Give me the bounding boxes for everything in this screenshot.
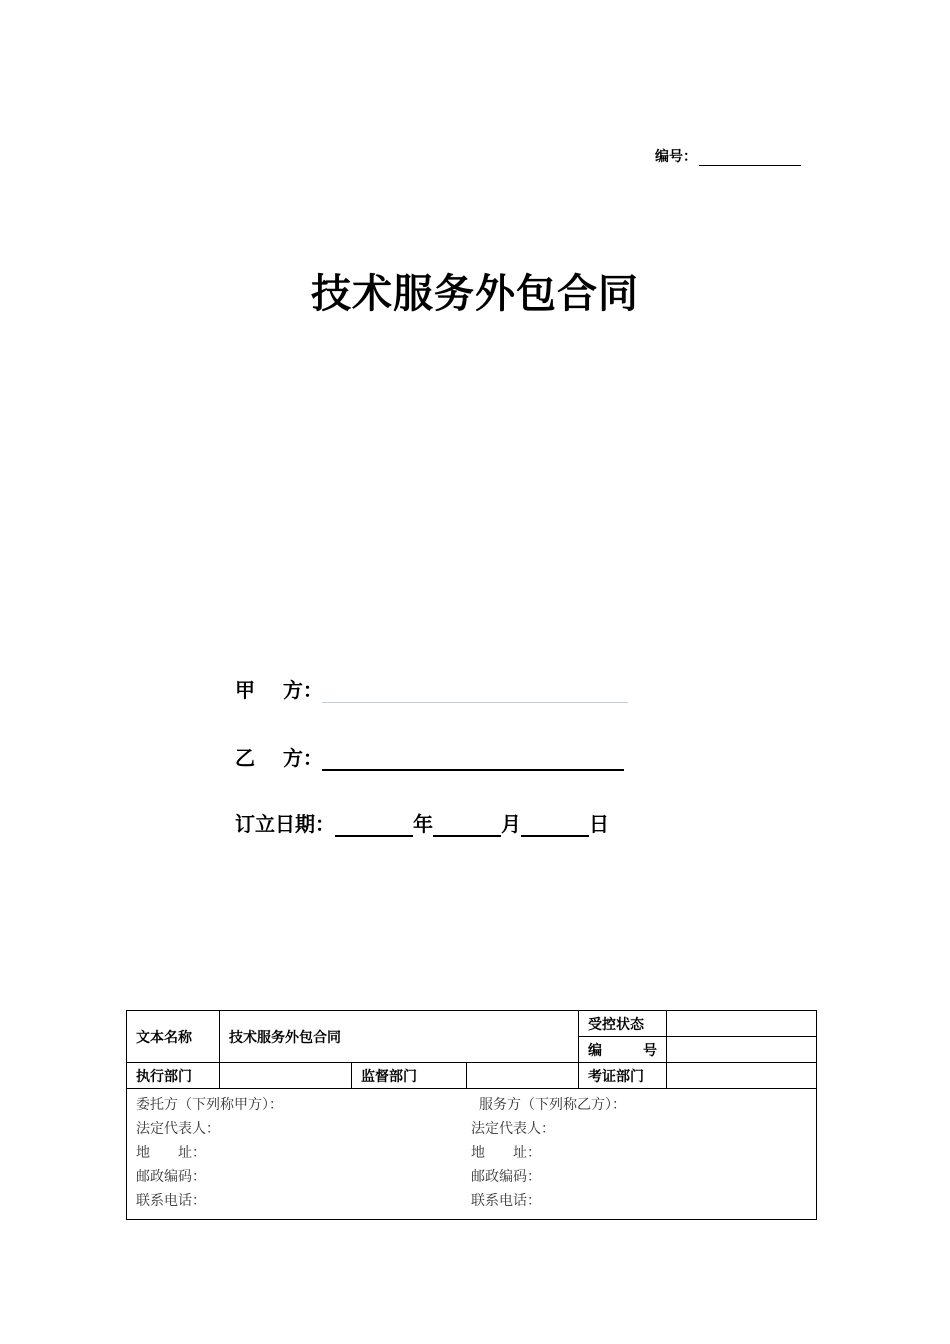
day-label: 日 xyxy=(589,812,609,836)
supervise-dept-value[interactable] xyxy=(467,1063,579,1089)
serial-number-blank xyxy=(699,150,801,166)
serial-number-line xyxy=(655,146,801,166)
party-a-label: 甲 方： xyxy=(235,678,323,702)
provider-legal-rep: 法定代表人： xyxy=(471,1121,555,1137)
controlled-status-label: 受控状态 xyxy=(579,1011,667,1037)
party-a-line xyxy=(235,674,628,703)
signing-date-label: 订立日期： xyxy=(235,812,335,836)
signing-date-line xyxy=(235,808,609,837)
client-party-title: 委托方（下列称甲方）： xyxy=(136,1097,283,1113)
client-party-column xyxy=(136,1093,471,1213)
client-legal-rep: 法定代表人： xyxy=(136,1121,220,1137)
year-field[interactable] xyxy=(335,814,413,837)
day-field[interactable] xyxy=(521,814,589,837)
provider-party-column xyxy=(471,1093,806,1213)
party-b-line xyxy=(235,742,624,771)
number-value[interactable] xyxy=(667,1037,817,1063)
document-title: 技术服务外包合同 xyxy=(311,271,639,317)
provider-party-title: 服务方（下列称乙方）： xyxy=(479,1097,626,1113)
year-label: 年 xyxy=(413,812,433,836)
client-postcode: 邮政编码： xyxy=(136,1169,206,1185)
party-b-field[interactable] xyxy=(322,748,624,771)
exec-dept-value[interactable] xyxy=(220,1063,352,1089)
provider-postcode: 邮政编码： xyxy=(471,1169,541,1185)
number-label xyxy=(579,1037,667,1063)
number-label-right: 号 xyxy=(643,1042,658,1059)
controlled-status-value[interactable] xyxy=(667,1011,817,1037)
client-phone: 联系电话： xyxy=(136,1193,206,1209)
doc-name-label: 文本名称 xyxy=(127,1011,220,1063)
exec-dept-label: 执行部门 xyxy=(127,1063,220,1089)
parties-info-cell xyxy=(127,1089,817,1220)
party-b-label: 乙 方： xyxy=(235,746,323,770)
serial-number-label: 编号： xyxy=(655,149,697,165)
doc-name-value: 技术服务外包合同 xyxy=(220,1011,579,1063)
provider-address: 地 址： xyxy=(471,1145,541,1161)
document-info-table xyxy=(126,1010,817,1220)
client-address: 地 址： xyxy=(136,1145,206,1161)
number-label-left: 编 xyxy=(588,1042,603,1059)
party-a-field[interactable] xyxy=(322,681,628,703)
month-field[interactable] xyxy=(433,814,501,837)
month-label: 月 xyxy=(501,812,521,836)
verify-dept-label: 考证部门 xyxy=(579,1063,667,1089)
verify-dept-value[interactable] xyxy=(667,1063,817,1089)
provider-phone: 联系电话： xyxy=(471,1193,541,1209)
supervise-dept-label: 监督部门 xyxy=(352,1063,467,1089)
